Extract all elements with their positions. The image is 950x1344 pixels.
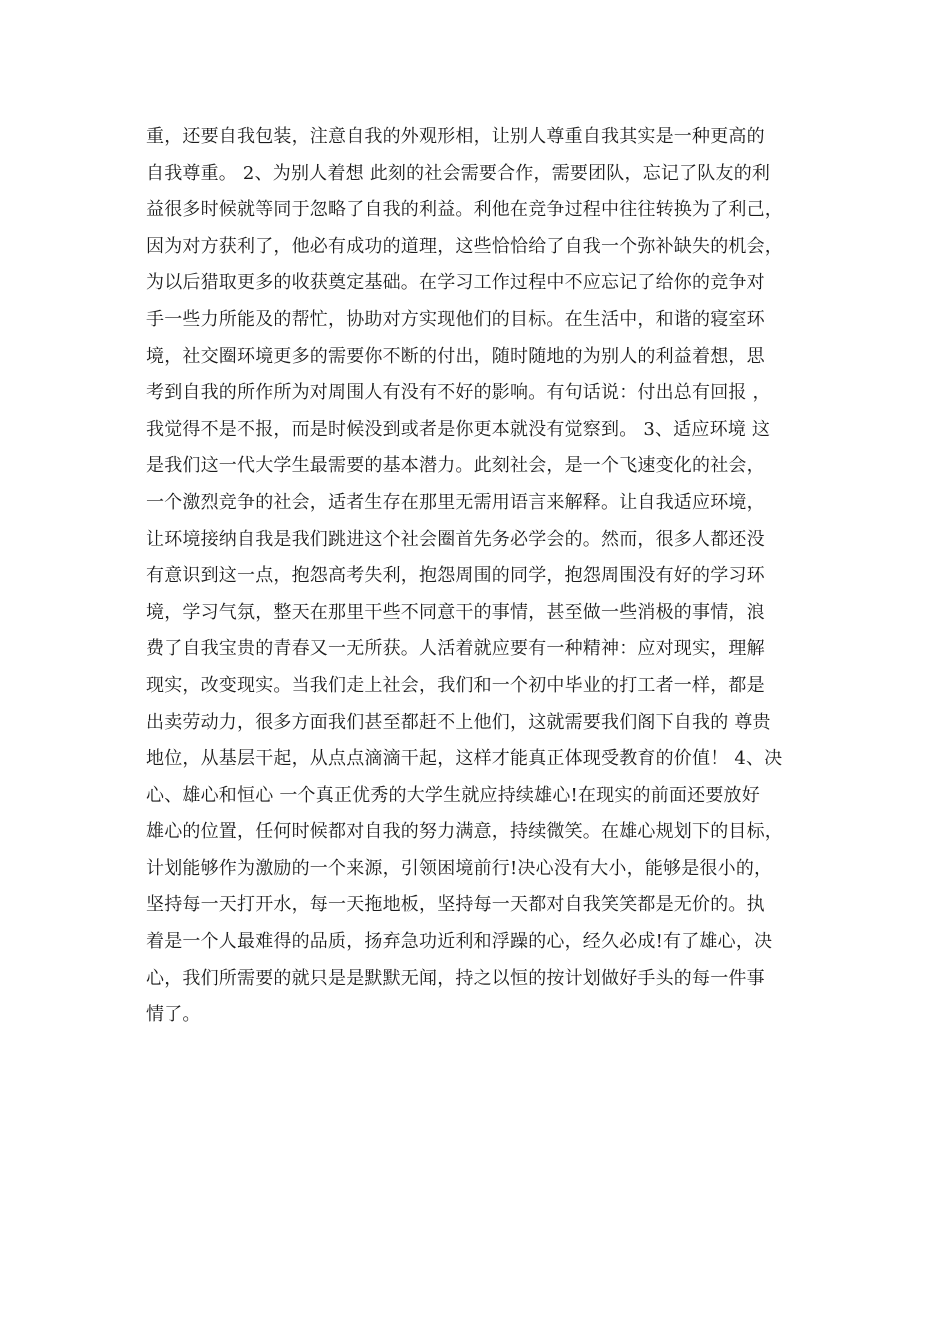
text-line: 考到自我的所作所为对周围人有没有不好的影响。有句话说：付出总有回报 ， xyxy=(146,382,771,404)
text-line: 我觉得不是不报，而是时候没到或者是你更本就没有觉察到。 3、适应环境 这 xyxy=(146,418,771,440)
text-line: 自我尊重。 2、为别人着想 此刻的社会需要合作，需要团队，忘记了队友的利 xyxy=(146,162,771,184)
text-line: 出卖劳动力，很多方面我们甚至都赶不上他们，这就需要我们阁下自我的 尊贵 xyxy=(146,711,771,733)
text-line: 心，我们所需要的就只是是默默无闻，持之以恒的按计划做好手头的每一件事 xyxy=(146,967,765,989)
text-line: 重，还要自我包装，注意自我的外观形相，让别人尊重自我其实是一种更高的 xyxy=(146,126,765,147)
text-line: 一个激烈竞争的社会，适者生存在那里无需用语言来解释。让自我适应环境， xyxy=(146,491,765,513)
text-line: 坚持每一天打开水，每一天拖地板，坚持每一天都对自我笑笑都是无价的。执 xyxy=(146,894,765,916)
text-line: 现实，改变现实。当我们走上社会，我们和一个初中毕业的打工者一样，都是 xyxy=(146,674,765,696)
text-line: 境，社交圈环境更多的需要你不断的付出，随时随地的为别人的利益着想，思 xyxy=(146,345,765,367)
body-text xyxy=(146,119,816,1034)
text-line: 心、雄心和恒心 一个真正优秀的大学生就应持续雄心!在现实的前面还要放好 xyxy=(146,784,760,806)
text-line: 有意识到这一点，抱怨高考失利，抱怨周围的同学，抱怨周围没有好的学习环 xyxy=(146,565,765,587)
text-line: 为以后猎取更多的收获奠定基础。在学习工作过程中不应忘记了给你的竞争对 xyxy=(146,272,765,294)
text-line: 让环境接纳自我是我们跳进这个社会圈首先务必学会的。然而，很多人都还没 xyxy=(146,528,765,550)
text-line: 是我们这一代大学生最需要的基本潜力。此刻社会，是一个飞速变化的社会， xyxy=(146,455,765,477)
text-line: 手一些力所能及的帮忙，协助对方实现他们的目标。在生活中，和谐的寝室环 xyxy=(146,308,765,330)
text-line: 着是一个人最难得的品质，扬弃急功近利和浮躁的心，经久必成!有了雄心，决 xyxy=(146,931,773,953)
text-line: 地位，从基层干起，从点点滴滴干起，这样才能真正体现受教育的价值！ 4、决 xyxy=(146,748,783,770)
text-line: 境，学习气氛，整天在那里干些不同意干的事情，甚至做一些消极的事情，浪 xyxy=(146,601,765,623)
text-line: 雄心的位置，任何时候都对自我的努力满意，持续微笑。在雄心规划下的目标， xyxy=(146,821,783,843)
text-line: 费了自我宝贵的青春又一无所获。人活着就应要有一种精神：应对现实，理解 xyxy=(146,638,765,660)
text-line: 情了。 xyxy=(146,1004,201,1026)
text-line: 因为对方获利了，他必有成功的道理，这些恰恰给了自我一个弥补缺失的机会， xyxy=(146,235,783,257)
text-line: 计划能够作为激励的一个来源，引领困境前行!决心没有大小，能够是很小的， xyxy=(146,857,773,879)
text-line: 益很多时候就等同于忽略了自我的利益。利他在竞争过程中往往转换为了利己， xyxy=(146,199,783,221)
